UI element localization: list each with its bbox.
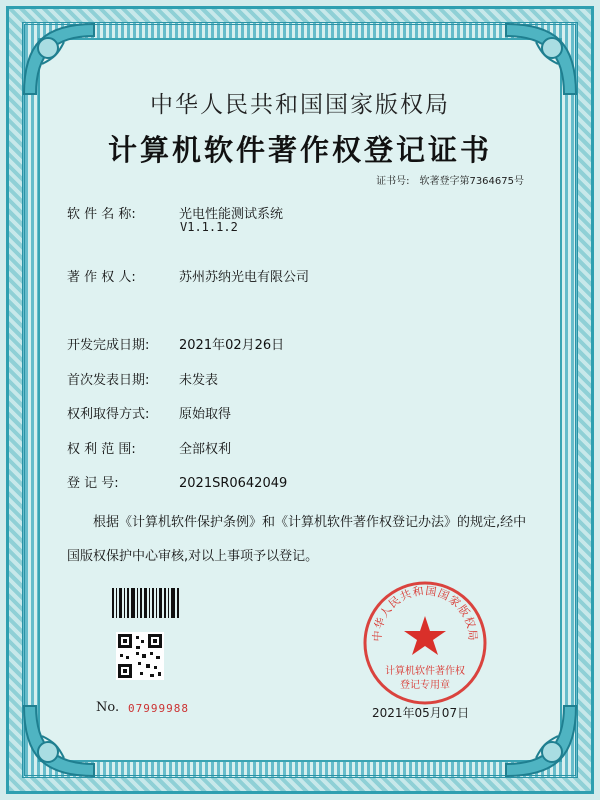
- seal-line-2: 登记专用章: [400, 680, 450, 691]
- issue-date: 2021年05月07日: [372, 706, 470, 720]
- field-acquisition-method: [67, 403, 231, 422]
- field-value: 未发表: [179, 373, 219, 388]
- field-value: 苏州苏纳光电有限公司: [179, 270, 310, 285]
- seal-line-1: 计算机软件著作权: [385, 666, 465, 677]
- field-value: 全部权利: [179, 442, 232, 457]
- certificate-number: [366, 172, 524, 187]
- field-copyright-holder: [67, 266, 309, 285]
- field-first-publish-date: [67, 369, 218, 388]
- field-value: 光电性能测试系统: [179, 207, 284, 222]
- issuing-authority: 中华人民共和国国家版权局: [150, 92, 450, 118]
- serial-number-label: No.: [96, 700, 120, 715]
- registration-statement: 根据《计算机软件保护条例》和《计算机软件著作权登记办法》的规定,经中国版权保护中心审核,对以上事项予以登记。: [67, 515, 527, 564]
- field-value: 2021年02月26日: [179, 338, 285, 353]
- field-value: 原始取得: [179, 407, 232, 422]
- field-label: 登 记 号:: [67, 476, 119, 491]
- field-label: 著 作 权 人:: [67, 270, 136, 285]
- field-value: 2021SR0642049: [179, 476, 288, 491]
- qr-code-icon: [116, 632, 164, 680]
- seal-outer-text: 中华人民共和国国家版权局: [370, 584, 480, 642]
- certificate-number-label: 证书号:: [376, 176, 410, 187]
- seal-star-icon: [404, 616, 446, 655]
- field-completion-date: [67, 334, 284, 353]
- certificate-title: 计算机软件著作权登记证书: [107, 133, 492, 167]
- software-version: V1.1.1.2: [180, 220, 238, 234]
- barcode-icon: [112, 588, 180, 618]
- official-seal: [360, 578, 490, 708]
- field-label: 首次发表日期:: [67, 373, 150, 388]
- field-software-name: [67, 203, 283, 222]
- serial-number-value: 07999988: [128, 702, 189, 715]
- certificate-number-value: 软著登字第7364675号: [419, 176, 524, 187]
- field-label: 软 件 名 称:: [67, 207, 136, 222]
- field-rights-scope: [67, 438, 231, 457]
- field-label: 权利取得方式:: [67, 407, 150, 422]
- field-label: 权 利 范 围:: [67, 442, 136, 457]
- field-registration-no: [67, 472, 287, 491]
- field-label: 开发完成日期:: [67, 338, 150, 353]
